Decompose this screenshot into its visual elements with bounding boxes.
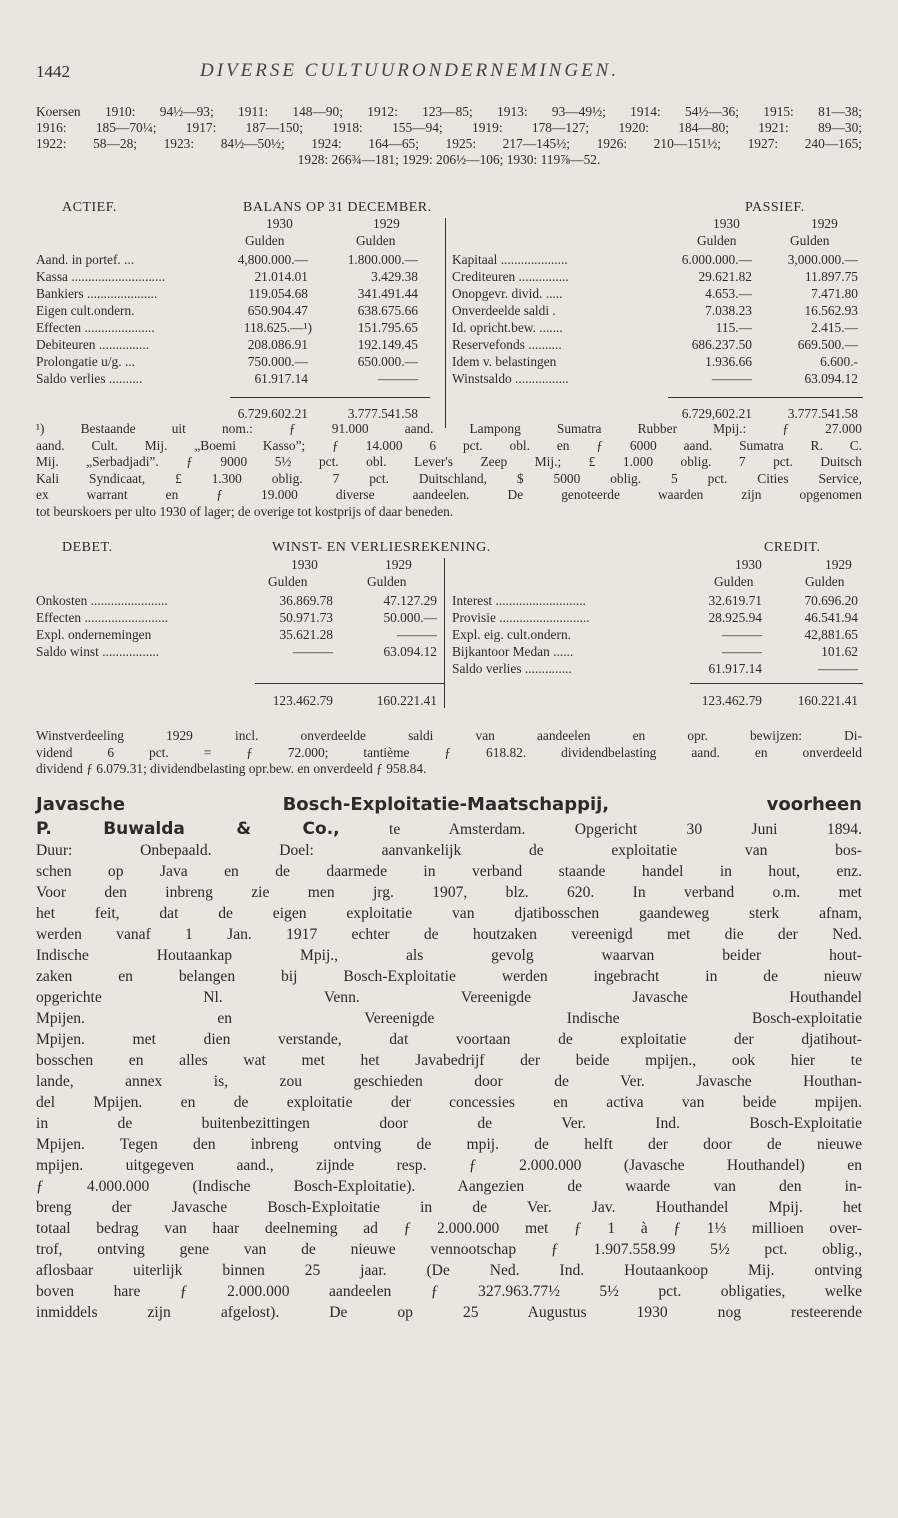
footnote-line: ex warrant en ƒ 19.000 diverse aandeelen. De genoteerde waarden zijn opgenomen xyxy=(36,487,862,502)
balans-passief-label: Kapitaal .................... xyxy=(452,252,568,267)
balans-passief-label: Idem v. belastingen xyxy=(452,354,557,369)
balans-total-rule-left xyxy=(230,397,430,398)
wv-credit-label: Provisie ........................... xyxy=(452,610,590,625)
company-line: Duur: Onbepaald. Doel: aanvankelijk de exploitatie van bos- xyxy=(36,842,862,859)
company-line: aflosbaar uiterlijk binnen 25 jaar. (De Ned. Ind. Houtaankoop Mij. ontving xyxy=(36,1262,862,1279)
wv-debet-1929: ——— xyxy=(396,627,437,642)
winstverdeeling-line: vidend 6 pct. = ƒ 72.000; tantième ƒ 618.82. dividendbelasting aand. en onverdeeld xyxy=(36,744,862,760)
company-line: mpijen. uitgegeven aand., zijnde resp. ƒ 2.000.000 (Javasche Houthandel) en xyxy=(36,1157,862,1174)
balans-passief-1930: 4.653.— xyxy=(705,286,752,301)
company-line: zaken en belangen bij Bosch-Exploitatie werden ingebracht in de nieuw xyxy=(36,968,862,985)
footnote-line: aand. Cult. Mij. „Boemi Kasso”; ƒ 14.000 6 pct. obl. en ƒ 6000 aand. Sumatra R. C. xyxy=(36,437,862,453)
balans-total-right-1930: 6.729,602.21 xyxy=(681,406,752,421)
footnote-line: Kali Syndicaat, £ 1.300 oblig. 7 pct. Duitschland, $ 5000 oblig. 5 pct. Cities Service, xyxy=(36,470,862,486)
balans-actief-1929: 1.800.000.— xyxy=(347,252,418,267)
winstverdeeling-block xyxy=(36,728,862,778)
balans-actief-1930: 61.917.14 xyxy=(254,371,308,386)
wv-debet-1929: 63.094.12 xyxy=(383,644,437,659)
wv-credit-label: Bijkantoor Medan ...... xyxy=(452,644,574,659)
balans-passief-heading: PASSIEF. xyxy=(745,200,805,215)
balans-total-left-1929: 3.777.541.58 xyxy=(347,406,418,421)
wv-total-rule-right xyxy=(690,683,863,684)
wv-credit-1929: 101.62 xyxy=(821,644,858,659)
running-title: DIVERSE CULTUURONDERNEMINGEN. xyxy=(200,60,620,81)
wv-year-1930-right: 1930 xyxy=(735,557,762,572)
wv-total-left-1930: 123.462.79 xyxy=(272,693,333,708)
balans-unit-1930-right: Gulden xyxy=(697,233,737,248)
wv-year-1929-left: 1929 xyxy=(385,557,412,572)
balans-total-rule-right xyxy=(668,397,863,398)
balans-actief-1929: 192.149.45 xyxy=(357,337,418,352)
company-line: trof, ontving gene van de nieuwe vennootschap ƒ 1.907.558.99 5½ pct. oblig., xyxy=(36,1241,862,1258)
wv-credit-1930: 61.917.14 xyxy=(708,661,762,676)
balans-passief-1930: 686.237.50 xyxy=(691,337,752,352)
balans-actief-1929: ——— xyxy=(377,371,418,386)
balans-year-1930-right: 1930 xyxy=(713,216,740,231)
wv-debet-1929: 47.127.29 xyxy=(383,593,437,608)
wv-debet-heading: DEBET. xyxy=(62,540,113,555)
wv-debet-label: Expl. ondernemingen xyxy=(36,627,152,642)
wv-total-right-1930: 123.462.79 xyxy=(701,693,762,708)
wv-credit-1929: ——— xyxy=(817,661,858,676)
company-line: lande, annex is, zou geschieden door de Ver. Javasche Houthan- xyxy=(36,1073,862,1090)
company-name-line1: Javasche Bosch-Exploitatie-Maatschappij, voorheen xyxy=(36,794,862,815)
balans-passief-1929: 11.897.75 xyxy=(804,269,858,284)
company-line: Mpijen. en Vereenigde Indische Bosch-exploitatie xyxy=(36,1010,862,1027)
koersen-line: Koersen 1910: 94½—93; 1911: 148—90; 1912: 123—85; 1913: 93—49½; 1914: 54½—36; 1915: 81—38; xyxy=(36,104,862,119)
balans-year-1929-left: 1929 xyxy=(373,216,400,231)
company-line: Mpijen. Tegen den inbreng ontving de mpij. de helft der door de nieuwe xyxy=(36,1136,862,1153)
company-line: schen op Java en de daarmede in verband staande handel in hout, enz. xyxy=(36,863,862,880)
balans-footnote xyxy=(36,421,862,520)
balans-passief-label: Onopgevr. divid. ..... xyxy=(452,286,563,301)
balans-passief-1930: 6.000.000.— xyxy=(681,252,752,267)
wv-year-1930-left: 1930 xyxy=(291,557,318,572)
balans-actief-label: Saldo verlies .......... xyxy=(36,371,143,386)
company-line: breng der Javasche Bosch-Exploitatie in de Ver. Jav. Houthandel Mpij. het xyxy=(36,1199,862,1216)
balans-unit-1929-left: Gulden xyxy=(356,233,396,248)
balans-actief-1930: 208.086.91 xyxy=(247,337,308,352)
wv-debet-1929: 50.000.— xyxy=(383,610,437,625)
balans-passief-label: Onverdeelde saldi . xyxy=(452,303,556,318)
balans-actief-1930: 21.014.01 xyxy=(254,269,308,284)
balans-passief-1930: 7.038.23 xyxy=(705,303,752,318)
balans-unit-1929-right: Gulden xyxy=(790,233,830,248)
koersen-line: 1922: 58—28; 1923: 84½—50½; 1924: 164—65; 1925: 217—145½; 1926: 210—151½; 1927: 240—165; xyxy=(36,136,862,151)
balans-passief-1929: 2.415.— xyxy=(811,320,858,335)
wv-unit-1929-right: Gulden xyxy=(805,574,845,589)
wv-unit-1929-left: Gulden xyxy=(367,574,407,589)
balans-passief-label: Reservefonds .......... xyxy=(452,337,562,352)
balans-passief-1929: 669.500.— xyxy=(797,337,858,352)
wv-debet-1930: 35.621.28 xyxy=(279,627,333,642)
wv-year-1929-right: 1929 xyxy=(825,557,852,572)
koersen-line: 1928: 266¾—181; 1929: 206½—106; 1930: 119⅞—52. xyxy=(297,152,601,167)
company-line: bosschen en alles wat met het Javabedrijf der beide mpijen., ook hier te xyxy=(36,1052,862,1069)
company-line: werden vanaf 1 Jan. 1917 echter de houtzaken vereenigd met die der Ned. xyxy=(36,926,862,943)
balans-actief-label: Debiteuren ............... xyxy=(36,337,150,352)
company-description xyxy=(36,819,862,1323)
wv-credit-1930: ——— xyxy=(721,627,762,642)
balans-total-left-1930: 6.729.602.21 xyxy=(237,406,308,421)
balans-actief-label: Eigen cult.ondern. xyxy=(36,303,135,318)
balans-passief-label: Crediteuren ............... xyxy=(452,269,569,284)
balans-title: BALANS OP 31 DECEMBER. xyxy=(243,200,432,215)
wv-unit-1930-left: Gulden xyxy=(268,574,308,589)
footnote-line: Mij. „Serbadjadi”. ƒ 9000 5½ pct. obl. Lever's Zeep Mij.; £ 1.000 oblig. 7 pct. Duitsch xyxy=(36,454,862,469)
company-line: del Mpijen. en de exploitatie der concessies en activa van beide mpijen. xyxy=(36,1094,862,1111)
wv-debet-1930: 50.971.73 xyxy=(279,610,333,625)
balans-actief-label: Kassa ............................ xyxy=(36,269,166,284)
balans-total-right-1929: 3.777.541.58 xyxy=(787,406,858,421)
balans-center-rule xyxy=(445,218,446,428)
balans-actief-1930: 750.000.— xyxy=(247,354,308,369)
balans-passief-1929: 6.600.- xyxy=(820,354,858,369)
wv-total-left-1929: 160.221.41 xyxy=(376,693,437,708)
wv-debet-1930: 36.869.78 xyxy=(279,593,333,608)
balans-actief-label: Bankiers ..................... xyxy=(36,286,158,301)
company-line: inmiddels zijn afgelost). De op 25 Augustus 1930 nog resteerende xyxy=(36,1304,862,1321)
balans-actief-1929: 638.675.66 xyxy=(357,303,418,318)
wv-credit-label: Interest ........................... xyxy=(452,593,586,608)
footnote-line: ¹) Bestaande uit nom.: ƒ 91.000 aand. Lampong Sumatra Rubber Mpij.: ƒ 27.000 xyxy=(36,421,862,436)
company-line: boven hare ƒ 2.000.000 aandeelen ƒ 327.963.77½ 5½ pct. obligaties, welke xyxy=(36,1283,862,1300)
balans-actief-1930: 119.054.68 xyxy=(248,286,308,301)
balans-year-1930-left: 1930 xyxy=(266,216,293,231)
balans-passief-label: Winstsaldo ................ xyxy=(452,371,569,386)
winstverdeeling-line: dividend ƒ 6.079.31; dividendbelasting opr.bew. en onverdeeld ƒ 958.84. xyxy=(36,761,427,776)
company-line: ƒ 4.000.000 (Indische Bosch-Exploitatie). Aangezien de waarde van den in- xyxy=(36,1178,862,1195)
wv-credit-label: Expl. eig. cult.ondern. xyxy=(452,627,571,642)
wv-total-rule-left xyxy=(255,683,445,684)
balans-actief-heading: ACTIEF. xyxy=(62,200,117,215)
balans-passief-1930: 29.621.82 xyxy=(698,269,752,284)
balans-passief-1930: 115.— xyxy=(715,320,752,335)
balans-actief-label: Effecten ..................... xyxy=(36,320,155,335)
balans-passief-1929: 7.471.80 xyxy=(811,286,858,301)
wv-credit-1930: 28.925.94 xyxy=(708,610,762,625)
balans-passief-1930: ——— xyxy=(711,371,752,386)
balans-year-1929-right: 1929 xyxy=(811,216,838,231)
balans-passief-1929: 63.094.12 xyxy=(804,371,858,386)
winstverdeeling-line: Winstverdeeling 1929 incl. onverdeelde saldi van aandeelen en opr. bewijzen: Di- xyxy=(36,728,862,743)
wv-credit-1930: ——— xyxy=(721,644,762,659)
wv-center-rule xyxy=(444,558,445,708)
balans-actief-label: Prolongatie u/g. ... xyxy=(36,354,135,369)
wv-debet-label: Saldo winst ................. xyxy=(36,644,160,659)
company-name-line2: P. Buwalda & Co., xyxy=(36,819,340,839)
balans-actief-1929: 341.491.44 xyxy=(357,286,418,301)
balans-actief-label: Aand. in portef. ... xyxy=(36,252,135,267)
wv-total-right-1929: 160.221.41 xyxy=(797,693,858,708)
company-line2-rest: te Amsterdam. Opgericht 30 Juni 1894. xyxy=(389,821,862,838)
wv-title: WINST- EN VERLIESREKENING. xyxy=(272,540,491,555)
company-line: Mpijen. met dien verstande, dat voortaan de exploitatie der djatihout- xyxy=(36,1031,862,1048)
balans-actief-1930: 118.625.—¹) xyxy=(243,320,312,335)
balans-passief-1930: 1.936.66 xyxy=(705,354,752,369)
balans-unit-1930-left: Gulden xyxy=(245,233,285,248)
balans-actief-1929: 3.429.38 xyxy=(371,269,418,284)
wv-credit-heading: CREDIT. xyxy=(764,540,821,555)
balans-actief-1929: 151.795.65 xyxy=(357,320,418,335)
balans-actief-1930: 4,800.000.— xyxy=(237,252,308,267)
balans-actief-1929: 650.000.— xyxy=(357,354,418,369)
company-line: opgerichte Nl. Venn. Vereenigde Javasche Houthandel xyxy=(36,989,862,1006)
koersen-line: 1916: 185—70¼; 1917: 187—150; 1918: 155—94; 1919: 178—127; 1920: 184—80; 1921: 89—30; xyxy=(36,120,862,135)
company-line: Indische Houtaankap Mpij., als gevolg waarvan beider hout- xyxy=(36,947,862,964)
wv-credit-1929: 42,881.65 xyxy=(804,627,858,642)
wv-credit-1930: 32.619.71 xyxy=(708,593,762,608)
page-number: 1442 xyxy=(36,62,70,81)
wv-debet-label: Effecten ......................... xyxy=(36,610,169,625)
company-line: het feit, dat de eigen exploitatie van djatibosschen gaandeweg sterk afnam, xyxy=(36,905,862,922)
company-line: in de buitenbezittingen door de Ver. Ind. Bosch-Exploitatie xyxy=(36,1115,862,1132)
company-line: totaal bedrag van haar deelneming ad ƒ 2.000.000 met ƒ 1 à ƒ 1⅓ millioen over- xyxy=(36,1220,862,1237)
balans-actief-1930: 650.904.47 xyxy=(247,303,308,318)
balans-passief-1929: 3,000.000.— xyxy=(787,252,858,267)
footnote-line: tot beurskoers per ulto 1930 of lager; de overige tot kostprijs of daar beneden. xyxy=(36,503,454,519)
wv-debet-label: Onkosten ....................... xyxy=(36,593,168,608)
koersen-block xyxy=(36,104,862,168)
wv-credit-1929: 46.541.94 xyxy=(804,610,858,625)
wv-credit-label: Saldo verlies .............. xyxy=(452,661,572,676)
company-line: Voor den inbreng zie men jrg. 1907, blz. 620. In verband o.m. met xyxy=(36,884,862,901)
balans-passief-label: Id. opricht.bew. ....... xyxy=(452,320,563,335)
wv-debet-1930: ——— xyxy=(292,644,333,659)
wv-unit-1930-right: Gulden xyxy=(714,574,754,589)
balans-passief-1929: 16.562.93 xyxy=(804,303,858,318)
wv-credit-1929: 70.696.20 xyxy=(804,593,858,608)
